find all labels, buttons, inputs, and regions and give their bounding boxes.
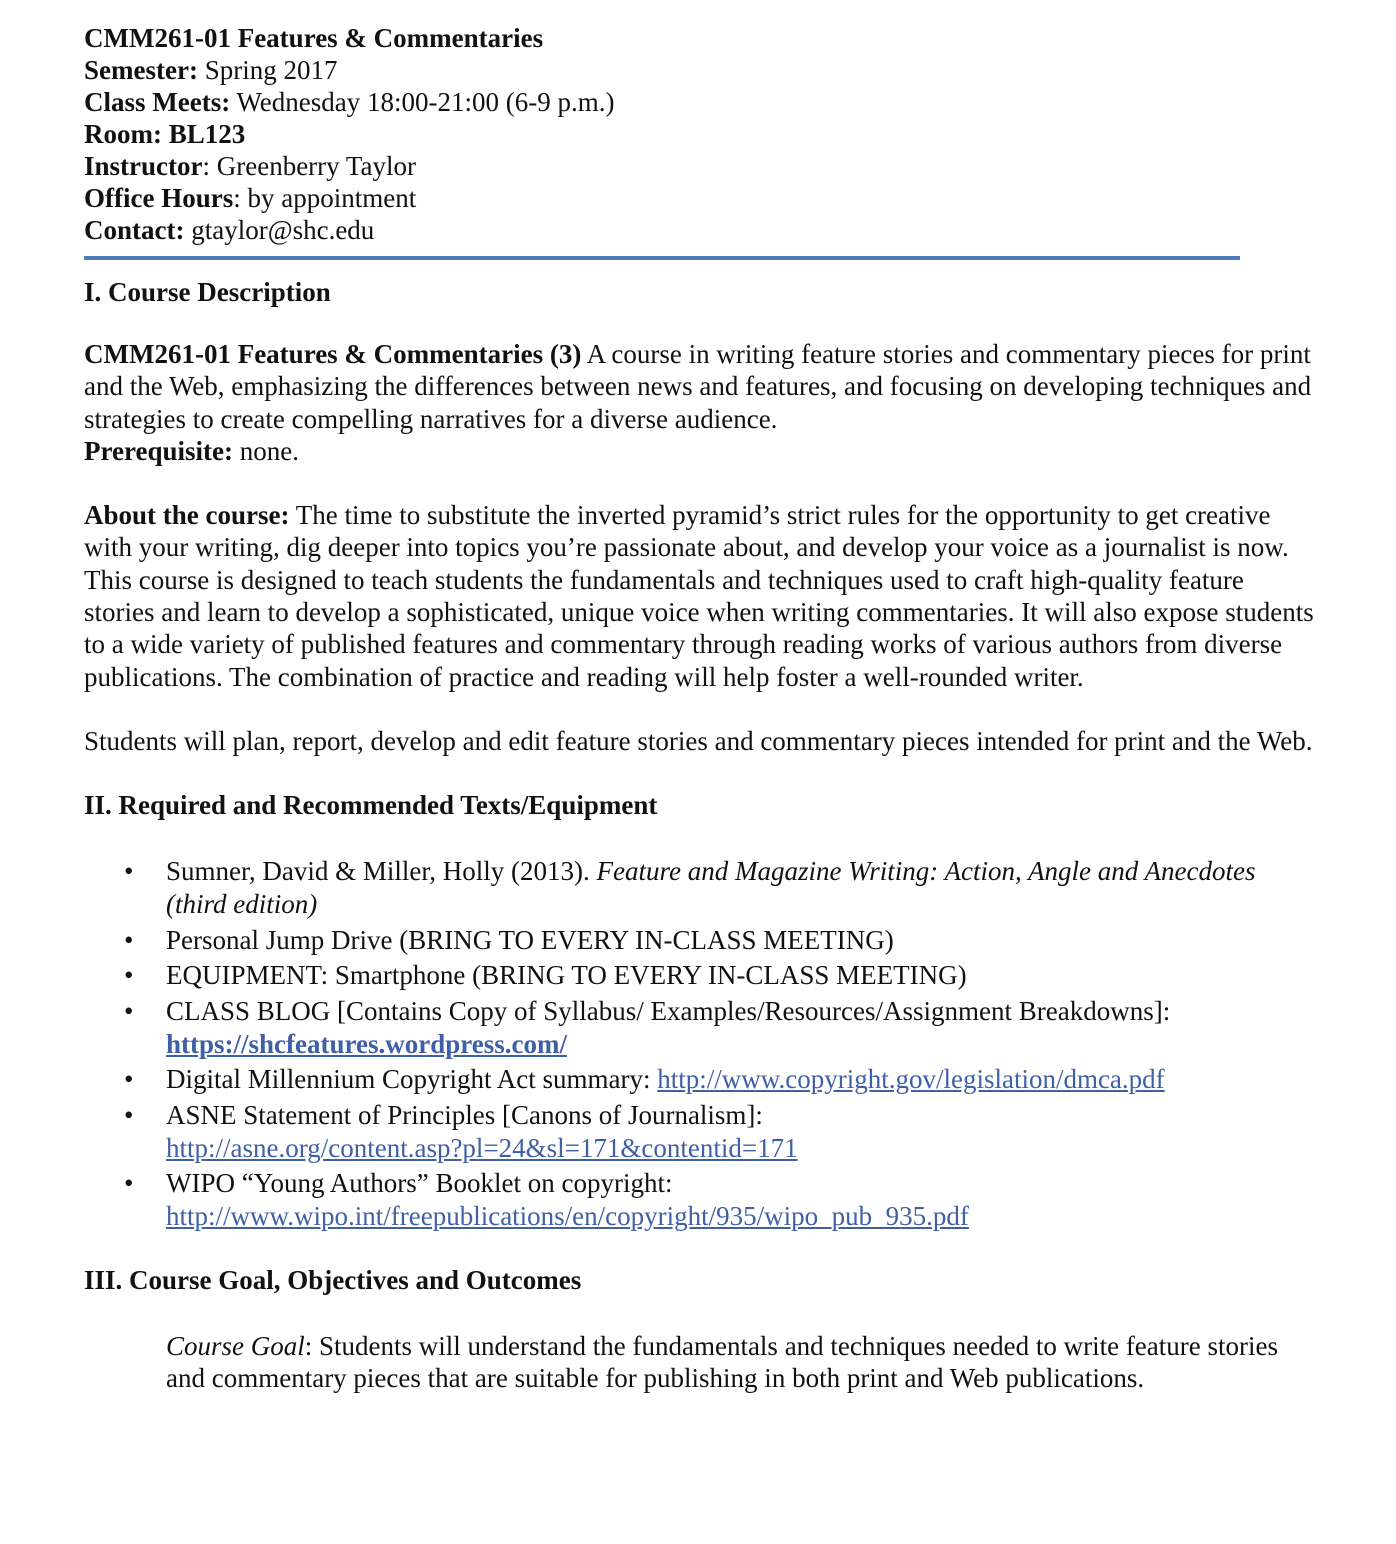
list-item: • Personal Jump Drive (BRING TO EVERY IN-CLASS MEETING): [124, 924, 894, 955]
course-header: [84, 22, 1314, 246]
section-heading-goals: III. Course Goal, Objectives and Outcomes: [84, 1264, 582, 1295]
class-meets-line: Class Meets: Wednesday 18:00-21:00 (6-9 p.m.): [84, 87, 615, 117]
prerequisite-line: Prerequisite: none.: [84, 435, 299, 466]
bullet-icon: •: [124, 1064, 134, 1095]
office-hours-line: Office Hours: by appointment: [84, 183, 417, 213]
course-title: CMM261-01 Features & Commentaries: [84, 23, 544, 53]
bullet-icon: •: [124, 856, 134, 887]
semester-line: Semester: Spring 2017: [84, 55, 338, 85]
wipo-link[interactable]: http://www.wipo.int/freepublications/en/copyright/935/wipo_pub_935.pdf: [166, 1201, 969, 1232]
syllabus-page: [84, 22, 1314, 1394]
about-course-paragraph: About the course: The time to substitute the inverted pyramid’s strict rules for the opportunity to get creative with your writing, dig deeper into topics you’re passionate about, and develop your voice as a journalist is now. This course is designed to teach students the fundamentals and techniques used to craft high-quality feature stories and learn to develop a sophisticated, unique voice when writing commentaries. It will also expose students to a wide variety of published features and commentary through reading works of various authors from diverse publications. The combination of practice and reading will help foster a well-rounded writer.: [84, 500, 1314, 692]
students-will-paragraph: Students will plan, report, develop and edit feature stories and commentary pieces intended for print and the Web.: [84, 725, 1313, 756]
bullet-icon: •: [124, 1168, 134, 1199]
course-goal-paragraph: Course Goal: Students will understand the fundamentals and techniques needed to write feature stories and commentary pieces that are suitable for publishing in both print and Web publications.: [166, 1330, 1278, 1394]
list-item: • Digital Millennium Copyright Act summary: http://www.copyright.gov/legislation/dmca.pdf: [124, 1064, 1165, 1095]
class-blog-link[interactable]: https://shcfeatures.wordpress.com/: [166, 1028, 567, 1059]
section-heading-texts: II. Required and Recommended Texts/Equipment: [84, 790, 658, 821]
room-line: Room: BL123: [84, 119, 246, 149]
texts-list: [84, 855, 1314, 1233]
list-item: • CLASS BLOG [Contains Copy of Syllabus/ Examples/Resources/Assignment Breakdowns]: https://shcfeatures.wordpress.com/: [124, 995, 1171, 1059]
list-item: • ASNE Statement of Principles [Canons of Journalism]: http://asne.org/content.asp?pl=24&sl=171&contentid=171: [124, 1099, 798, 1163]
dmca-link[interactable]: http://www.copyright.gov/legislation/dmca.pdf: [657, 1064, 1165, 1095]
bullet-icon: •: [124, 1099, 134, 1130]
bullet-icon: •: [124, 995, 134, 1026]
contact-line: Contact: gtaylor@shc.edu: [84, 215, 375, 245]
list-item: • Sumner, David & Miller, Holly (2013). Feature and Magazine Writing: Action, Angle and Anecdotes (third edition): [124, 856, 1256, 920]
list-item: • WIPO “Young Authors” Booklet on copyright: http://www.wipo.int/freepublications/en/copyright/935/wipo_pub_935.pdf: [124, 1168, 969, 1232]
course-description-paragraph: CMM261-01 Features & Commentaries (3) A course in writing feature stories and commentary pieces for print and the Web, emphasizing the differences between news and features, and focusing on developing techniques and strategies to create compelling narratives for a diverse audience.: [84, 339, 1312, 434]
bullet-icon: •: [124, 924, 134, 955]
asne-link[interactable]: http://asne.org/content.asp?pl=24&sl=171&contentid=171: [166, 1132, 798, 1163]
bullet-icon: •: [124, 960, 134, 991]
section-heading-course-description: I. Course Description: [84, 277, 331, 307]
instructor-line: Instructor: Greenberry Taylor: [84, 151, 417, 181]
list-item: • EQUIPMENT: Smartphone (BRING TO EVERY IN-CLASS MEETING): [124, 960, 967, 991]
